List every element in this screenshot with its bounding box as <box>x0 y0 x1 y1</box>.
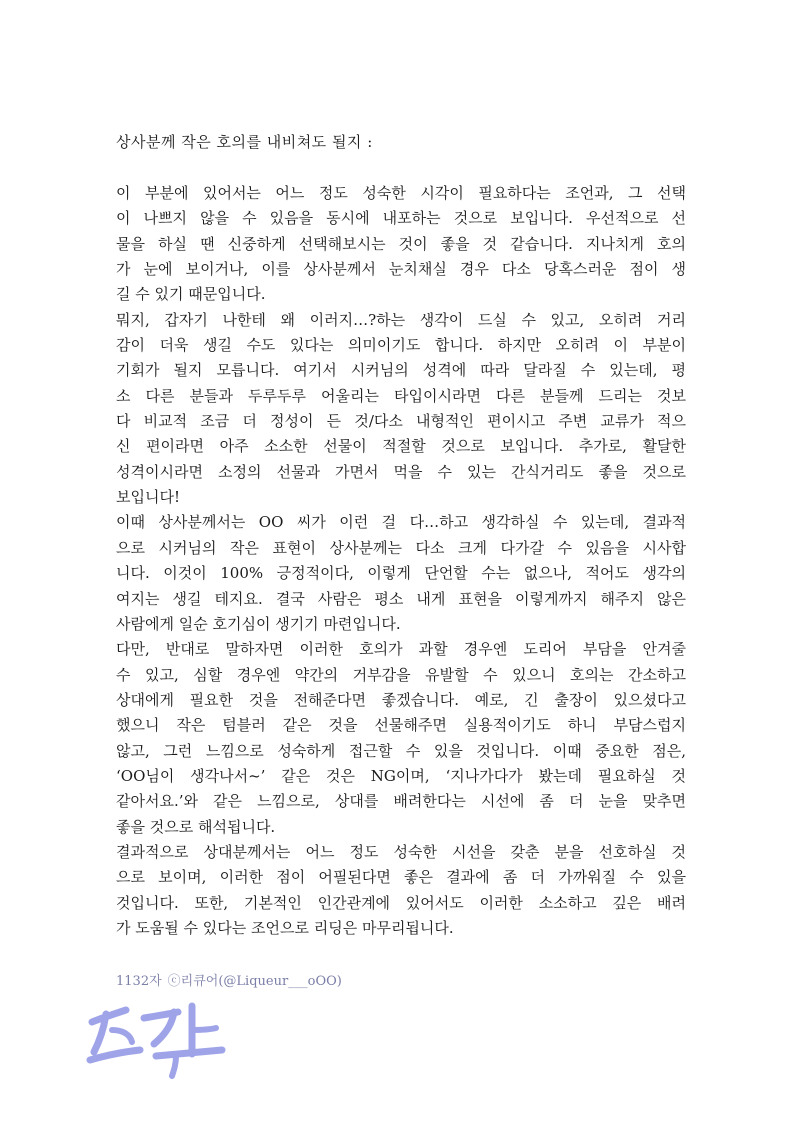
text-line: 기회가 될지 모릅니다. 여기서 시커님의 성격에 따라 달라질 수 있는데, 평 <box>116 361 686 380</box>
text-line: 소 다른 분들과 두루두루 어울리는 타입이시라면 다른 분들께 드리는 것보 <box>116 386 686 405</box>
signature-logo <box>82 1000 232 1080</box>
text-line: 수 있고, 심할 경우엔 약간의 거부감을 유발할 수 있으니 호의는 간소하고 <box>116 665 686 684</box>
text-line: ‘OO님이 생각나서~’ 같은 것은 NG이며, ‘지나가다가 봤는데 필요하실 것 <box>116 766 686 785</box>
text-line: 신 편이라면 아주 소소한 선물이 적절할 것으로 보입니다. 추가로, 활달한 <box>116 437 686 456</box>
text-line: 감이 더욱 생길 수도 있다는 의미이기도 합니다. 하지만 오히려 이 부분이 <box>116 336 686 355</box>
text-line: 이 부분에 있어서는 어느 정도 성숙한 시각이 필요하다는 조언과, 그 선택 <box>116 184 686 202</box>
body-text <box>116 181 686 941</box>
text-line: 이때 상사분께서는 OO 씨가 이런 걸 다…하고 생각하실 수 있는데, 결과적 <box>116 513 686 532</box>
text-line: 가 도움될 수 있다는 조언으로 리딩은 마무리됩니다. <box>116 918 454 937</box>
char-count: 1132자 <box>116 974 162 989</box>
text-line: 했으니 작은 텀블러 같은 것을 선물해주면 실용적이기도 하니 부담스럽지 <box>116 716 686 735</box>
text-line: 보입니다! <box>116 488 180 507</box>
text-line: 으로 시커님의 작은 표현이 상사분께는 다소 크게 다가갈 수 있음을 시사합 <box>116 538 686 557</box>
text-line: 뭐지, 갑자기 나한테 왜 이러지…?하는 생각이 드실 수 있고, 오히려 거리 <box>116 310 686 329</box>
text-line: 이 나쁘지 않을 수 있음을 동시에 내포하는 것으로 보입니다. 우선적으로 선 <box>116 209 686 228</box>
text-line: 길 수 있기 때문입니다. <box>116 285 266 304</box>
text-line: 상대에게 필요한 것을 전해준다면 좋겠습니다. 예로, 긴 출장이 있으셨다고 <box>116 690 686 709</box>
text-line: 성격이시라면 소정의 선물과 가면서 먹을 수 있는 간식거리도 좋을 것으로 <box>116 462 686 481</box>
text-line: 좋을 것으로 해석됩니다. <box>116 817 276 836</box>
text-line: 으로 보이며, 이러한 점이 어필된다면 좋은 결과에 좀 더 가까워질 수 있을 <box>116 868 686 887</box>
text-line: 다만, 반대로 말하자면 이러한 호의가 과할 경우엔 도리어 부담을 안겨줄 <box>116 640 686 659</box>
copyright-credit: ⓒ리큐어(@Liqueur___oOO) <box>167 974 342 989</box>
text-line: 것입니다. 또한, 기본적인 인간관계에 있어서도 이러한 소소하고 깊은 배려 <box>116 893 686 912</box>
footer <box>116 970 348 989</box>
text-line: 다 비교적 조금 더 정성이 든 것/다소 내형적인 편이시고 주변 교류가 적으 <box>116 412 686 431</box>
text-line: 사람에게 일순 호기심이 생기기 마련입니다. <box>116 614 401 633</box>
document-title: 상사분께 작은 호의를 내비쳐도 될지 : <box>116 133 373 151</box>
text-line: 같아서요.’와 같은 느낌으로, 상대를 배려한다는 시선에 좀 더 눈을 맞추면 <box>116 792 686 811</box>
text-line: 가 눈에 보이거나, 이를 상사분께서 눈치채실 경우 다소 당혹스러운 점이 생 <box>116 260 686 279</box>
text-line: 물을 하실 땐 신중하게 선택해보시는 것이 좋을 것 같습니다. 지나치게 호의 <box>116 234 686 253</box>
text-line: 여지는 생길 테지요. 결국 사람은 평소 내게 표현을 이렇게까지 해주지 않은 <box>116 589 686 608</box>
text-line: 않고, 그런 느낌으로 성숙하게 접근할 수 있을 것입니다. 이때 중요한 점은, <box>116 741 686 760</box>
text-line: 결과적으로 상대분께서는 어느 정도 성숙한 시선을 갖춘 분을 선호하실 것 <box>116 842 686 861</box>
text-line: 니다. 이것이 100% 긍정적이다, 이렇게 단언할 수는 없으나, 적어도 생각의 <box>116 564 686 583</box>
